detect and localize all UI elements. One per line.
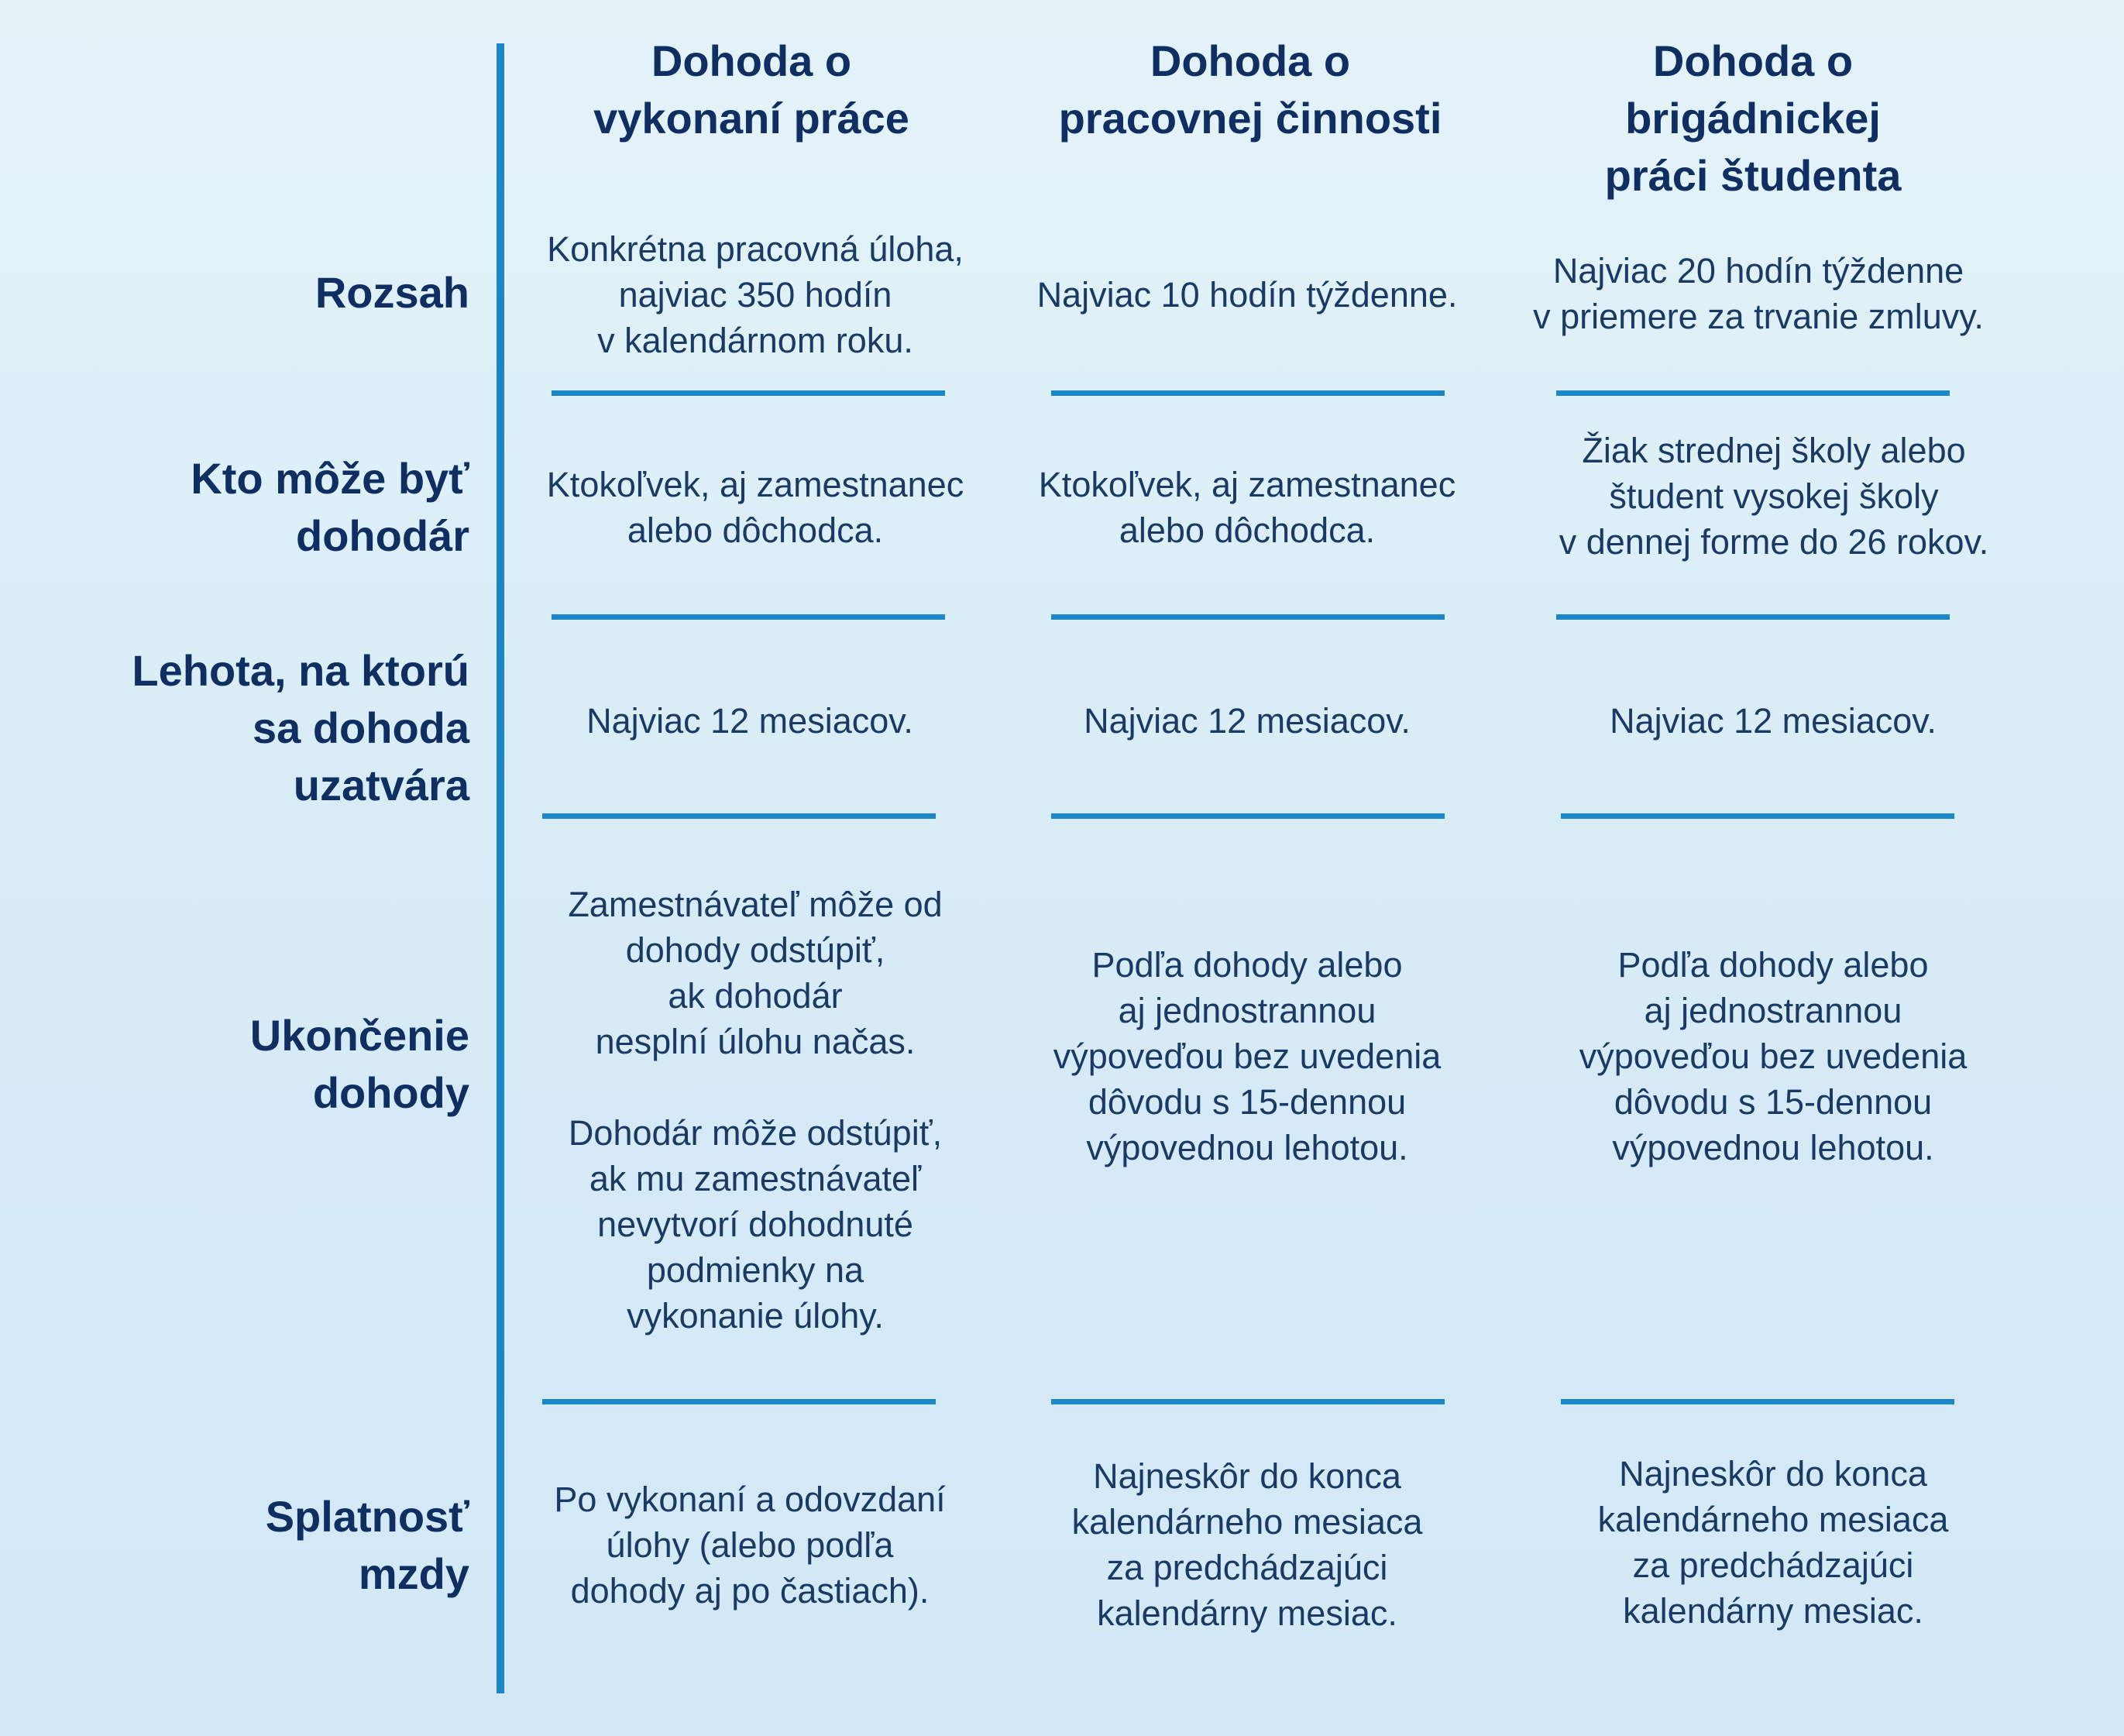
row-separator <box>542 1399 936 1404</box>
row-separator <box>1051 1399 1445 1404</box>
row-label-kto-moze-byt-dohodar: Kto môže byť dohodár <box>191 454 469 560</box>
cell-rozsah-col1: Konkrétna pracovná úloha, najviac 350 hodín v kalendárnom roku. <box>547 229 964 360</box>
cell-lehota-col3: Najviac 12 mesiacov. <box>1610 701 1937 741</box>
row-label-rozsah: Rozsah <box>314 268 469 317</box>
row-separator <box>552 614 945 620</box>
row-separator <box>1051 614 1445 620</box>
row-separator <box>542 813 936 819</box>
row-label-splatnost-mzdy: Splatnosť mzdy <box>265 1492 469 1598</box>
cell-splatnost-col3: Najneskôr do konca kalendárneho mesiaca za predchádzajúci kalendárny mesiac. <box>1597 1454 1949 1631</box>
row-separator <box>1051 390 1445 396</box>
cell-rozsah-col3: Najviac 20 hodín týždenne v priemere za trvanie zmluvy. <box>1533 251 1984 336</box>
cell-splatnost-col1: Po vykonaní a odovzdaní úlohy (alebo podľa dohody aj po častiach). <box>554 1480 946 1611</box>
cell-kto-col1: Ktokoľvek, aj zamestnanec alebo dôchodca. <box>546 465 964 550</box>
column-heading-brigadnickej-praci: Dohoda o brigádnickej práci študenta <box>1604 36 1902 200</box>
column-heading-vykonani-prace: Dohoda o vykonaní práce <box>593 36 909 143</box>
cell-kto-col2: Ktokoľvek, aj zamestnanec alebo dôchodca. <box>1038 465 1456 550</box>
row-separator <box>1051 813 1445 819</box>
cell-ukoncenie-col2: Podľa dohody alebo aj jednostrannou výpoveďou bez uvedenia dôvodu s 15-dennou výpovednou lehotou. <box>1053 945 1442 1167</box>
cell-lehota-col1: Najviac 12 mesiacov. <box>586 701 913 741</box>
row-separator <box>552 390 945 396</box>
row-label-lehota: Lehota, na ktorú sa dohoda uzatvára <box>132 646 469 810</box>
cell-ukoncenie-col3: Podľa dohody alebo aj jednostrannou výpoveďou bez uvedenia dôvodu s 15-dennou výpovednou lehotou. <box>1579 945 1968 1167</box>
row-separator <box>1561 813 1954 819</box>
cell-rozsah-col2: Najviac 10 hodín týždenne. <box>1036 275 1458 315</box>
row-separator <box>1561 1399 1954 1404</box>
cell-kto-col3: Žiak strednej školy alebo študent vysokej školy v dennej forme do 26 rokov. <box>1559 431 1989 562</box>
cell-splatnost-col2: Najneskôr do konca kalendárneho mesiaca za predchádzajúci kalendárny mesiac. <box>1071 1456 1423 1633</box>
column-heading-pracovnej-cinnosti: Dohoda o pracovnej činnosti <box>1058 36 1442 143</box>
row-separator <box>1556 390 1950 396</box>
row-separator <box>1556 614 1950 620</box>
vertical-divider <box>497 43 504 1693</box>
cell-ukoncenie-col1: Zamestnávateľ môže od dohody odstúpiť, ak dohodár nesplní úlohu načas. Dohodár môže odstúpiť, ak mu zamestnávateľ nevytvorí dohodnuté podmienky na vykonanie úlohy. <box>568 885 943 1336</box>
cell-lehota-col2: Najviac 12 mesiacov. <box>1084 701 1411 741</box>
row-label-ukoncenie-dohody: Ukončenie dohody <box>249 1011 469 1117</box>
